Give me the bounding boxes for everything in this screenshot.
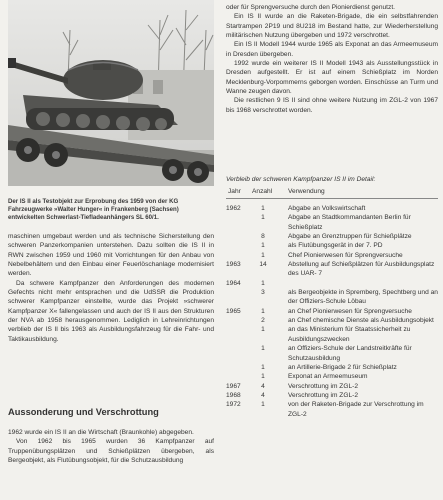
- table-header: [226, 188, 438, 199]
- paragraph: maschinen umgebaut werden und als technische Sicherstellung den schweren Panzerkompanien unterstehen. Dazu sollten die IS II in RWN zwischen 1959 und 1960 mit Vorrichtungen für den Anbau von Nebelbehältern und den Einbau einer Feuerlöschanlage modernisiert werden.: [8, 233, 214, 278]
- paragraph: Da schwere Kampfpanzer den Anforderungen des modernen Gefechts nicht mehr entsprachen und die UdSSR die Produktion schwerer Kampfpanzer einstellte, wurde das Projekt »schwerer Kampfpanzer X« fallengelassen und auch der IS II aus den Strukturen der NVA ab 1958 herausgenommen. Lediglich in Lehreinrichtungen verblieb der IS II bis 1963 als Ausbildungsfahrzeug für die Fahr- und Taktikausbildung.: [8, 279, 214, 343]
- cell-anzahl: 1: [261, 307, 265, 315]
- cell-jahr: 1965: [226, 307, 241, 315]
- cell-anzahl: 4: [261, 391, 265, 399]
- cell-anzahl: 1: [261, 326, 265, 334]
- table-row: [226, 307, 438, 316]
- table-row: [226, 232, 438, 241]
- column-header-verwendung: Verwendung: [288, 188, 325, 195]
- paragraph: Von 1962 bis 1965 wurden 36 Kampfpanzer auf Truppenübungsplätzen und Schießplätzen übergeben, als Bergeobjekt, als Flutübungsobjekt, für die Schutzausbildung: [8, 438, 214, 465]
- table-row: [226, 325, 438, 344]
- tank-on-trailer-photo: [8, 0, 214, 186]
- right-body-text: [226, 3, 438, 115]
- cell-anzahl: 1: [261, 279, 265, 287]
- cell-verwendung: Abgabe an Stadtkommandanten Berlin für Schießplatz: [288, 214, 411, 231]
- cell-jahr: 1972: [226, 401, 241, 409]
- cell-verwendung: Exponat an Armeemuseum: [288, 373, 368, 381]
- table-title: Verbleib der schweren Kampfpanzer IS II im Detail:: [226, 176, 376, 183]
- table-row: [226, 344, 438, 363]
- cell-anzahl: 14: [259, 261, 267, 269]
- cell-verwendung: Abgabe an Grenztruppen für Schießplätze: [288, 233, 412, 241]
- table-row: [226, 213, 438, 232]
- paragraph: 1962 wurde ein IS II an die Wirtschaft (Braunkohle) abgegeben.: [8, 429, 194, 436]
- table-row: [226, 241, 438, 250]
- table-row: [226, 363, 438, 372]
- cell-anzahl: 1: [261, 242, 265, 250]
- cell-verwendung: an das Ministerium für Staatssicherheit zu Ausbildungszwecken: [288, 326, 411, 343]
- cell-anzahl: 1: [261, 401, 265, 409]
- table-row: [226, 391, 438, 400]
- left-body-text: [8, 232, 214, 344]
- cell-anzahl: 1: [261, 251, 265, 259]
- table-row: [226, 372, 438, 381]
- column-header-anzahl: Anzahl: [252, 188, 273, 195]
- cell-jahr: 1963: [226, 261, 241, 269]
- cell-anzahl: 3: [261, 289, 265, 297]
- paragraph: 1992 wurde ein weiterer IS II Modell 1943 als Ausstellungsstück in Dresden aufgestellt. Er ist auf einem Schießplatz im Norden Mecklenburg-Vorpommerns geborgen worden. Einschüsse an Turm und Wanne zeugen davon.: [226, 60, 438, 96]
- column-header-jahr: Jahr: [228, 188, 241, 195]
- cell-jahr: 1964: [226, 279, 241, 287]
- left-body-text-2: [8, 428, 214, 465]
- cell-verwendung: [288, 279, 438, 288]
- cell-verwendung: Abgabe an Volkswirtschaft: [288, 205, 366, 212]
- cell-anzahl: 1: [261, 214, 265, 222]
- cell-anzahl: 1: [261, 205, 265, 212]
- table-row: [226, 382, 438, 391]
- cell-verwendung: an Artillerie-Brigade 2 für Schießplatz: [288, 363, 397, 371]
- table-row: [226, 279, 438, 288]
- cell-anzahl: 1: [261, 345, 265, 353]
- cell-jahr: 1962: [226, 205, 241, 212]
- cell-anzahl: 4: [261, 382, 265, 390]
- paragraph: oder für Sprengversuche durch den Pionierdienst genutzt.: [226, 4, 395, 11]
- cell-verwendung: an Chef Pionierwesen für Sprengversuche: [288, 307, 412, 315]
- paragraph: Ein IS II wurde an die Raketen-Brigade, die ein selbstfahrenden Startrampen 2P19 und 8U218 im Bestand hatte, zur Wiederherstellung militärischen Nutzung übergeben und 1972 verschrottet.: [226, 13, 438, 40]
- table-row: [226, 204, 438, 213]
- cell-verwendung: an Offiziers-Schule der Landstreitkräfte für Schutzausbildung: [288, 345, 412, 362]
- table-body: [226, 204, 438, 419]
- cell-verwendung: Verschrottung im ZGL-2: [288, 391, 358, 399]
- cell-verwendung: als Flutübungsgerät in der 7. PD: [288, 242, 383, 250]
- photo-caption: Der IS II als Testobjekt zur Erprobung des 1959 von der KG Fahrzeugwerke »Walter Hunger« in Frankenberg (Sachsen) entwickelten Schwerlast-Tiefladeanhängers SL 60/1.: [8, 198, 179, 222]
- cell-jahr: 1967: [226, 382, 241, 390]
- cell-anzahl: 2: [261, 317, 265, 325]
- cell-verwendung: als Bergeobjekte in Spremberg, Spechtberg und an der Offiziers-Schule Löbau: [288, 289, 438, 306]
- table-row: [226, 260, 438, 279]
- cell-anzahl: 1: [261, 363, 265, 371]
- cell-jahr: 1968: [226, 391, 241, 399]
- cell-verwendung: Verschrottung im ZGL-2: [288, 382, 358, 390]
- table-row: [226, 400, 438, 419]
- cell-verwendung: Abstellung auf Schießplätzen für Ausbildungsplatz des UAR- 7: [288, 261, 435, 278]
- cell-anzahl: 8: [261, 233, 265, 241]
- paragraph: Die restlichen 9 IS II sind ohne weitere Nutzung im ZGL-2 von 1967 bis 1968 verschrottet worden.: [226, 97, 438, 114]
- cell-anzahl: 1: [261, 373, 265, 381]
- paragraph: Ein IS II Modell 1944 wurde 1965 als Exponat an das Armeemuseum in Dresden übergeben.: [226, 41, 438, 58]
- cell-verwendung: an Chef chemische Dienste als Ausbildungsobjekt: [288, 317, 434, 325]
- cell-verwendung: von der Raketen-Brigade zur Verschrottung im ZGL-2: [288, 401, 424, 418]
- table-row: [226, 288, 438, 307]
- cell-verwendung: Chef Pionierwesen für Sprengversuche: [288, 251, 403, 259]
- section-heading: Aussonderung und Verschrottung: [8, 407, 159, 417]
- table-row: [226, 316, 438, 325]
- table-row: [226, 251, 438, 260]
